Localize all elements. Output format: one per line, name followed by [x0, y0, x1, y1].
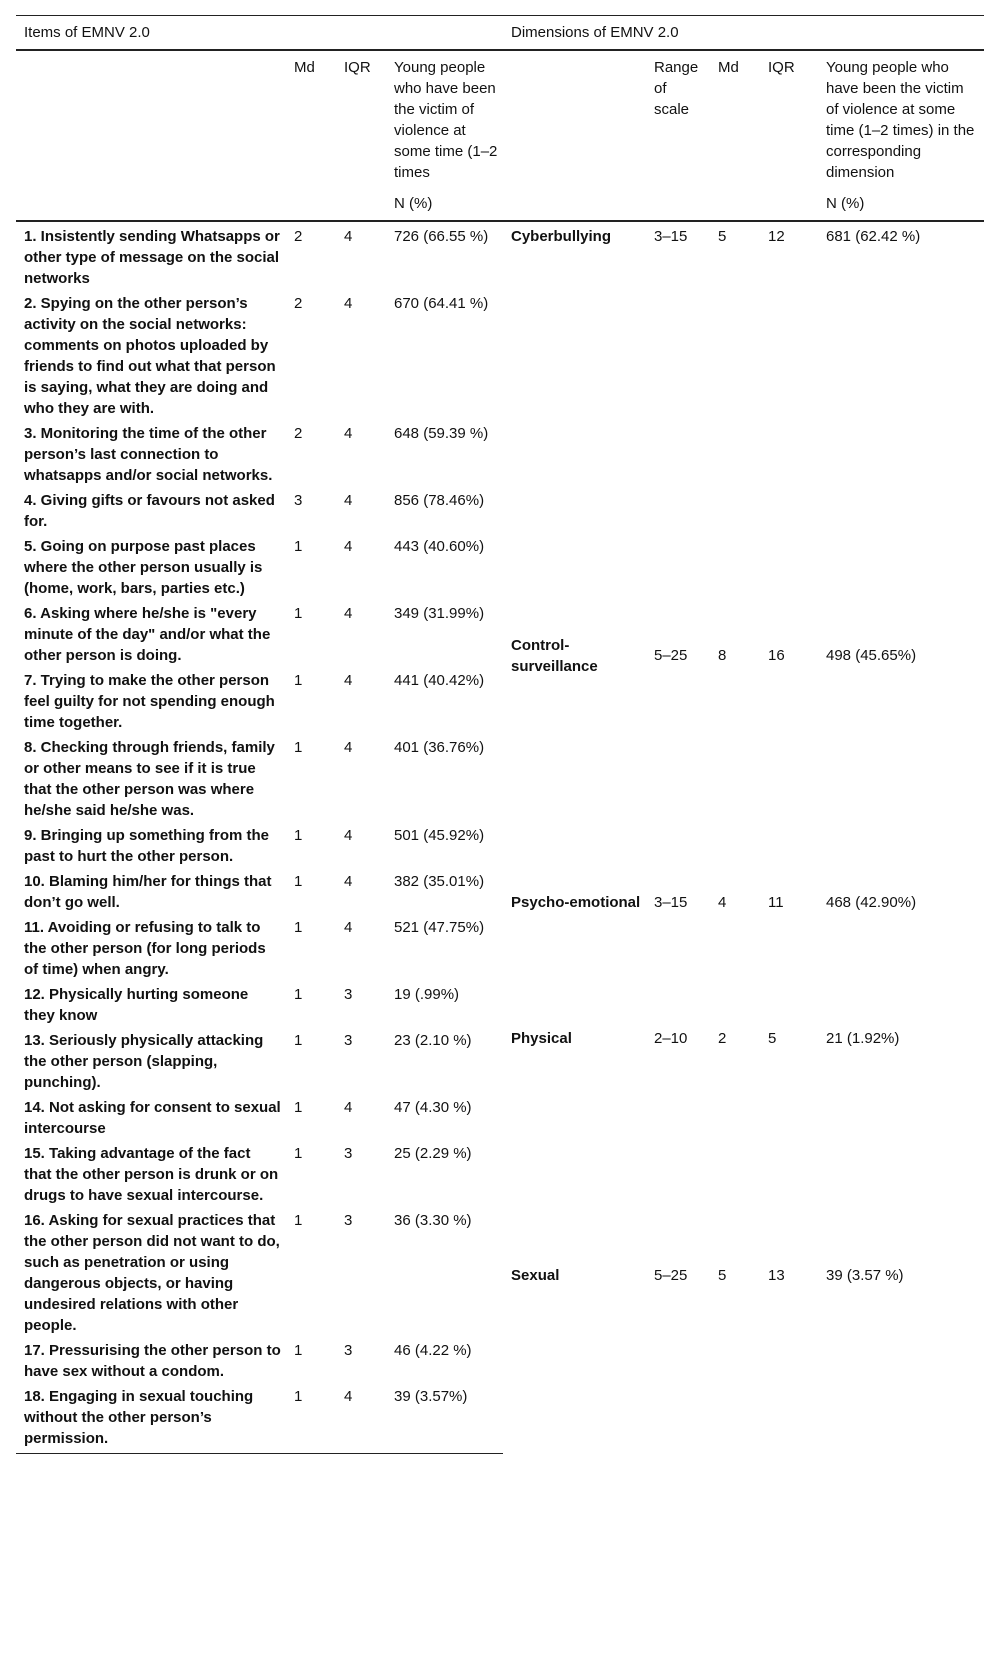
dimension-name: Physical [511, 1030, 572, 1047]
item-iqr: 4 [344, 228, 353, 245]
dimension-iqr: 12 [768, 228, 785, 245]
item-iqr: 4 [344, 492, 353, 509]
item-n: 401 (36.76%) [394, 739, 485, 756]
md-dim-header: Md [718, 59, 739, 76]
item-md: 2 [294, 425, 303, 442]
column-header-row [16, 50, 984, 183]
emnv-table [16, 15, 984, 1454]
victims-items-header: Young people who have been the victim of violence at some time (1–2 times [394, 59, 498, 181]
dimension-md: 8 [718, 647, 727, 664]
item-text: 1. Insistently sending Whatsapps or other type of message on the social networks [24, 228, 280, 287]
item-md: 1 [294, 538, 303, 555]
item-iqr: 3 [344, 986, 353, 1003]
item-iqr: 4 [344, 873, 353, 890]
group-header-row [16, 16, 984, 51]
item-md: 1 [286, 1382, 336, 1454]
item-iqr: 4 [344, 295, 353, 312]
item-n: 856 (78.46%) [394, 492, 485, 509]
dimension-range: 2–10 [654, 1030, 688, 1047]
dimension-iqr: 16 [768, 647, 785, 664]
dimension-range: 5–25 [654, 647, 688, 664]
item-md: 1 [294, 919, 303, 936]
item-iqr: 3 [344, 1145, 353, 1162]
item-n: 39 (3.57%) [386, 1382, 503, 1454]
item-text: 9. Bringing up something from the past to hurt the other person. [24, 827, 269, 865]
iqr-dim-header: IQR [768, 59, 795, 76]
dimension-name: Cyberbullying [511, 228, 612, 245]
item-n: 670 (64.41 %) [394, 295, 489, 312]
item-text: 2. Spying on the other person’s activity on the social networks: comments on photos uploaded by friends to find out what that person is saying, what they are doing and who they are with. [24, 295, 276, 417]
dimension-name: Sexual [511, 1266, 560, 1284]
item-iqr: 4 [344, 538, 353, 555]
dimension-name: Control-surveillance [511, 636, 598, 675]
item-md: 3 [294, 492, 303, 509]
item-text: 12. Physically hurting someone they know [24, 986, 249, 1024]
dimension-iqr: 13 [768, 1266, 785, 1284]
dimensions-group-title: Dimensions of EMNV 2.0 [503, 16, 984, 51]
item-md: 1 [294, 1342, 303, 1359]
item-text: 13. Seriously physically attacking the other person (slapping, punching). [24, 1032, 264, 1091]
item-md: 1 [294, 1032, 303, 1049]
item-text: 17. Pressurising the other person to have sex without a condom. [24, 1342, 281, 1380]
item-iqr: 4 [344, 1099, 353, 1116]
item-n: 25 (2.29 %) [394, 1145, 472, 1162]
item-n: 23 (2.10 %) [394, 1032, 472, 1049]
md-header: Md [294, 59, 315, 76]
dimension-name: Psycho-emotional [511, 894, 641, 911]
table-row [16, 980, 984, 1026]
item-md: 1 [294, 739, 303, 756]
item-text: 8. Checking through friends, family or other means to see if it is true that the other person was where he/she said he/she was. [24, 739, 275, 819]
item-iqr: 3 [344, 1342, 353, 1359]
table-row [16, 821, 984, 867]
dimension-md: 5 [718, 228, 727, 245]
item-text: 10. Blaming him/her for things that don’t go well. [24, 873, 272, 911]
item-text: 4. Giving gifts or favours not asked for. [24, 492, 275, 530]
item-text: 6. Asking where he/she is "every minute of the day" and/or what the other person is doing. [24, 605, 271, 664]
item-md: 1 [294, 827, 303, 844]
item-md: 1 [294, 1145, 303, 1162]
item-iqr: 4 [336, 1382, 386, 1454]
item-text: 15. Taking advantage of the fact that the other person is drunk or on drugs to have sexual intercourse. [24, 1145, 279, 1204]
dimension-md: 2 [718, 1030, 727, 1047]
dimension-range: 5–25 [654, 1266, 688, 1284]
iqr-header: IQR [344, 59, 371, 76]
item-n: 36 (3.30 %) [394, 1212, 472, 1229]
dimension-n: 498 (45.65%) [826, 647, 917, 664]
item-n: 19 (.99%) [394, 986, 460, 1003]
item-n: 441 (40.42%) [394, 672, 485, 689]
item-text: 3. Monitoring the time of the other person’s last connection to whatsapps and/or social networks. [24, 425, 273, 484]
item-text: 5. Going on purpose past places where the other person usually is (home, work, bars, parties etc.) [24, 538, 263, 597]
dimension-md: 5 [718, 1266, 727, 1284]
dimension-range: 3–15 [654, 228, 688, 245]
item-md: 1 [294, 873, 303, 890]
item-md: 1 [294, 1212, 303, 1229]
table-row [16, 486, 984, 532]
dimension-iqr: 11 [768, 894, 784, 911]
item-iqr: 4 [344, 605, 353, 622]
item-text: 14. Not asking for consent to sexual intercourse [24, 1099, 281, 1137]
item-text: 7. Trying to make the other person feel guilty for not spending enough time together. [24, 672, 275, 731]
item-md: 2 [294, 295, 303, 312]
item-text: 16. Asking for sexual practices that the other person did not want to do, such as penetration or using dangerous objects, or having undesired relations with other people. [24, 1212, 280, 1334]
item-md: 1 [294, 605, 303, 622]
table-row [16, 1093, 984, 1139]
item-n: 521 (47.75%) [394, 919, 485, 936]
item-n: 46 (4.22 %) [394, 1342, 472, 1359]
dimension-iqr: 5 [768, 1030, 777, 1047]
item-iqr: 4 [344, 739, 353, 756]
item-n: 648 (59.39 %) [394, 425, 489, 442]
item-n: 443 (40.60%) [394, 538, 485, 555]
dimension-range: 3–15 [654, 894, 688, 911]
dimension-md: 4 [718, 894, 727, 911]
item-md: 1 [294, 1099, 303, 1116]
item-iqr: 4 [344, 827, 353, 844]
unit-header-row [16, 183, 984, 221]
items-group-title: Items of EMNV 2.0 [16, 16, 503, 51]
item-iqr: 3 [344, 1032, 353, 1049]
item-md: 1 [294, 672, 303, 689]
n-pct-header: N (%) [386, 183, 503, 221]
item-text: 18. Engaging in sexual touching without the other person’s permission. [16, 1382, 286, 1454]
item-n: 47 (4.30 %) [394, 1099, 472, 1116]
dimension-n: 39 (3.57 %) [826, 1266, 904, 1284]
n-pct-dim-header: N (%) [818, 183, 984, 221]
item-text: 11. Avoiding or refusing to talk to the other person (for long periods of time) when angry. [24, 919, 266, 978]
item-iqr: 3 [344, 1212, 353, 1229]
dimension-n: 468 (42.90%) [826, 894, 917, 911]
item-iqr: 4 [344, 672, 353, 689]
item-md: 2 [294, 228, 303, 245]
item-n: 349 (31.99%) [394, 605, 485, 622]
dimension-n: 681 (62.42 %) [826, 228, 921, 245]
table-row [16, 221, 984, 289]
range-header: Range of scale [654, 59, 699, 118]
item-n: 382 (35.01%) [394, 873, 485, 890]
item-md: 1 [294, 986, 303, 1003]
victims-dims-header: Young people who have been the victim of violence at some time (1–2 times) in the corresponding dimension [826, 59, 975, 181]
dimension-n: 21 (1.92%) [826, 1030, 900, 1047]
item-n: 501 (45.92%) [394, 827, 485, 844]
item-iqr: 4 [344, 425, 353, 442]
item-iqr: 4 [344, 919, 353, 936]
item-n: 726 (66.55 %) [394, 228, 489, 245]
